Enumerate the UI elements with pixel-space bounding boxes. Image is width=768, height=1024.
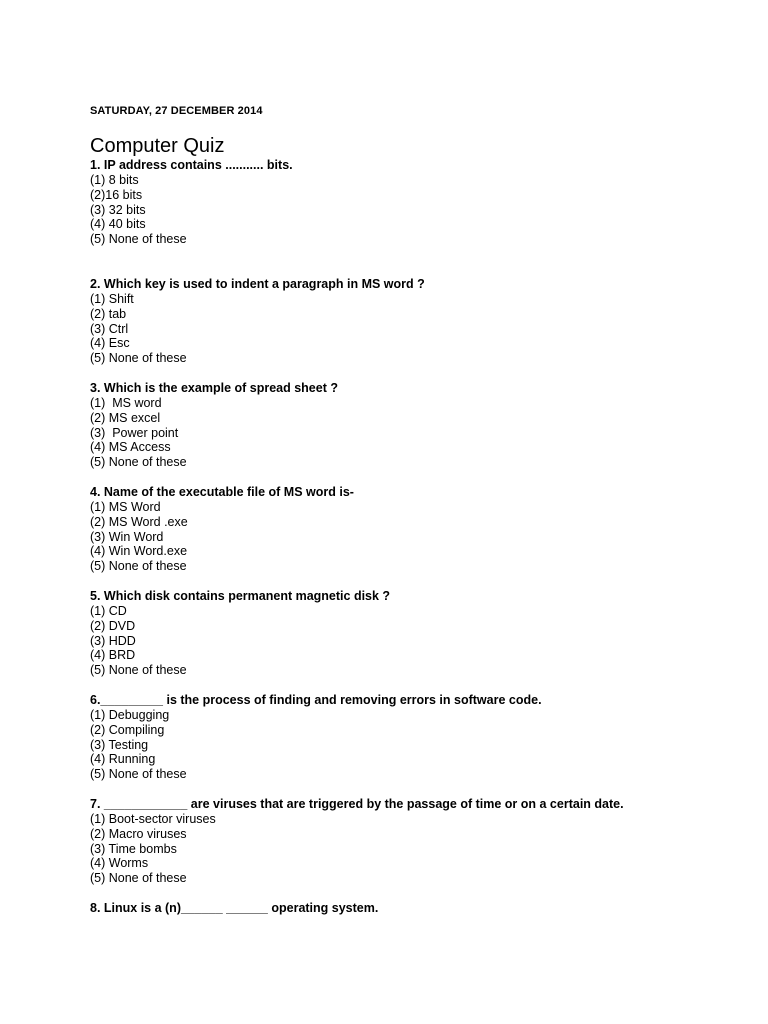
question-1	[90, 158, 750, 247]
option: (3) Power point	[90, 425, 179, 440]
option: (1) MS word	[90, 395, 162, 410]
option: (3) Time bombs	[90, 841, 177, 856]
question-text: 3. Which is the example of spread sheet ?	[90, 380, 338, 395]
option: (4) Esc	[90, 336, 130, 351]
option: (3) Ctrl	[90, 321, 129, 336]
option: (5) None of these	[90, 351, 187, 366]
option: (5) None of these	[90, 767, 187, 782]
option: (2) Compiling	[90, 722, 165, 737]
question-text: 1. IP address contains ........... bits.	[90, 158, 293, 172]
option: (2) DVD	[90, 618, 136, 633]
option: (3) 32 bits	[90, 202, 146, 217]
option: (4) Win Word.exe	[90, 544, 188, 559]
option: (3) HDD	[90, 633, 136, 648]
option: (2) Macro viruses	[90, 826, 187, 841]
option: (4) 40 bits	[90, 217, 146, 232]
question-text: 7. ____________ are viruses that are triggered by the passage of time or on a certain date.	[90, 796, 624, 811]
question-list	[90, 158, 750, 916]
question-text: 4. Name of the executable file of MS word is-	[90, 484, 354, 499]
question-8	[90, 901, 750, 916]
option: (1) MS Word	[90, 499, 161, 514]
post-date: SATURDAY, 27 DECEMBER 2014	[90, 105, 263, 117]
option: (1) 8 bits	[90, 173, 139, 187]
option: (2) tab	[90, 306, 127, 321]
option: (2) MS excel	[90, 410, 161, 425]
question-text: 8. Linux is a (n)______ ______ operating system.	[90, 900, 379, 915]
option: (1) CD	[90, 603, 127, 618]
question-5	[90, 589, 750, 678]
spacer	[90, 678, 750, 693]
spacer	[90, 247, 750, 277]
question-3	[90, 381, 750, 470]
question-text: 2. Which key is used to indent a paragraph in MS word ?	[90, 276, 425, 291]
option: (3) Testing	[90, 737, 149, 752]
question-text: 5. Which disk contains permanent magnetic disk ?	[90, 588, 391, 603]
question-2	[90, 277, 750, 366]
option: (2)16 bits	[90, 187, 143, 202]
option: (1) Boot-sector viruses	[90, 811, 216, 826]
option: (5) None of these	[90, 559, 187, 574]
option: (4) Worms	[90, 856, 149, 871]
option: (4) MS Access	[90, 440, 171, 455]
option: (2) MS Word .exe	[90, 514, 188, 529]
spacer	[90, 366, 750, 381]
option: (5) None of these	[90, 232, 187, 247]
spacer	[90, 470, 750, 485]
question-text: 6._________ is the process of finding and removing errors in software code.	[90, 692, 542, 707]
spacer	[90, 886, 750, 901]
question-7	[90, 797, 750, 886]
option: (5) None of these	[90, 663, 187, 678]
option: (1) Debugging	[90, 707, 170, 722]
option: (5) None of these	[90, 871, 187, 886]
spacer	[90, 782, 750, 797]
option: (4) Running	[90, 752, 156, 767]
spacer	[90, 574, 750, 589]
question-6	[90, 693, 750, 782]
option: (1) Shift	[90, 291, 134, 306]
page-title: Computer Quiz	[90, 135, 225, 157]
option: (3) Win Word	[90, 529, 164, 544]
option: (4) BRD	[90, 648, 136, 663]
option: (5) None of these	[90, 455, 187, 470]
question-4	[90, 485, 750, 574]
